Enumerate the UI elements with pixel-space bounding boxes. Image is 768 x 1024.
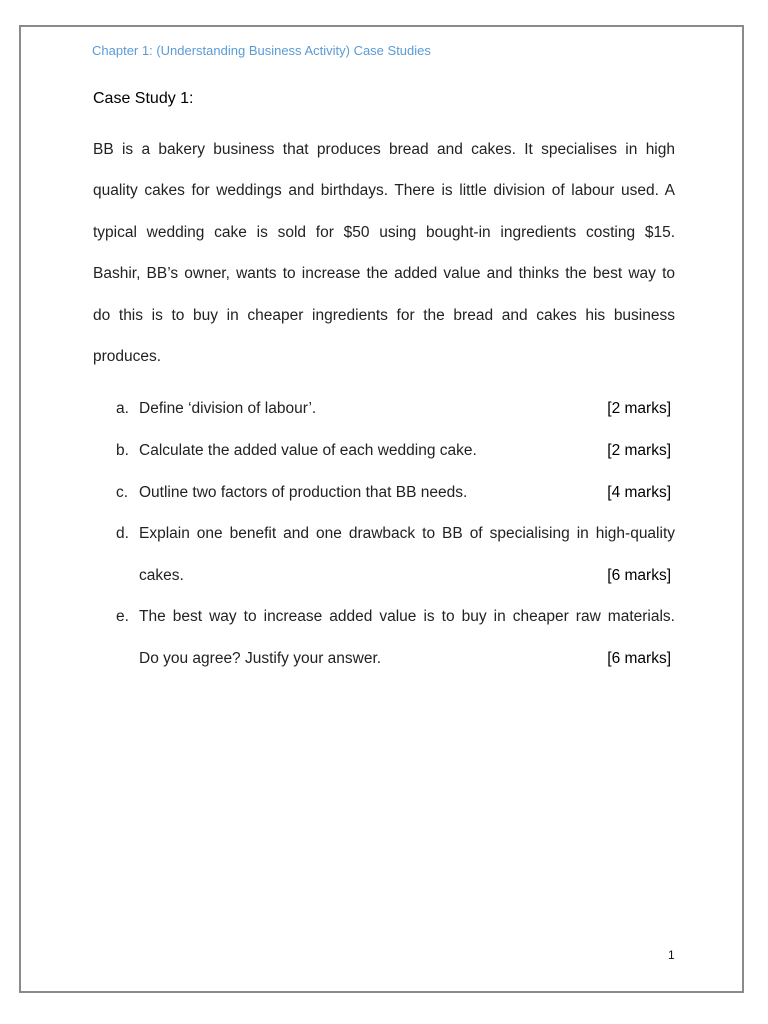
question-letter: e. [116, 608, 129, 625]
paragraph-line: Bashir, BB’s owner, wants to increase the added value and thinks the best way to [93, 265, 675, 282]
case-study-title: Case Study 1: [93, 90, 194, 107]
question-letter: a. [116, 400, 129, 417]
question-letter: b. [116, 442, 129, 459]
question-marks: [2 marks] [607, 442, 671, 459]
question-letter: d. [116, 525, 129, 542]
question-text: Explain one benefit and one drawback to BB of specialising in high-quality [139, 525, 675, 542]
question-text: The best way to increase added value is to buy in cheaper raw materials. [139, 608, 675, 625]
question-text: Define ‘division of labour’. [139, 400, 317, 417]
question-text: Calculate the added value of each wedding cake. [139, 442, 477, 459]
question-marks: [2 marks] [607, 400, 671, 417]
question-marks: [4 marks] [607, 484, 671, 501]
paragraph-line: quality cakes for weddings and birthdays. There is little division of labour used. A [93, 182, 675, 199]
question-text-continued: cakes. [139, 567, 184, 584]
paragraph-line: produces. [93, 348, 162, 365]
chapter-header: Chapter 1: (Understanding Business Activity) Case Studies [92, 43, 431, 58]
question-letter: c. [116, 484, 129, 501]
question-marks: [6 marks] [607, 650, 671, 667]
document-page [19, 25, 744, 993]
paragraph-line: typical wedding cake is sold for $50 using bought-in ingredients costing $15. [93, 224, 675, 241]
question-marks: [6 marks] [607, 567, 671, 584]
page-number: 1 [668, 948, 675, 962]
paragraph-line: BB is a bakery business that produces bread and cakes. It specialises in high [93, 141, 675, 158]
question-text-continued: Do you agree? Justify your answer. [139, 650, 382, 667]
paragraph-line: do this is to buy in cheaper ingredients for the bread and cakes his business [93, 307, 675, 324]
question-text: Outline two factors of production that BB needs. [139, 484, 468, 501]
